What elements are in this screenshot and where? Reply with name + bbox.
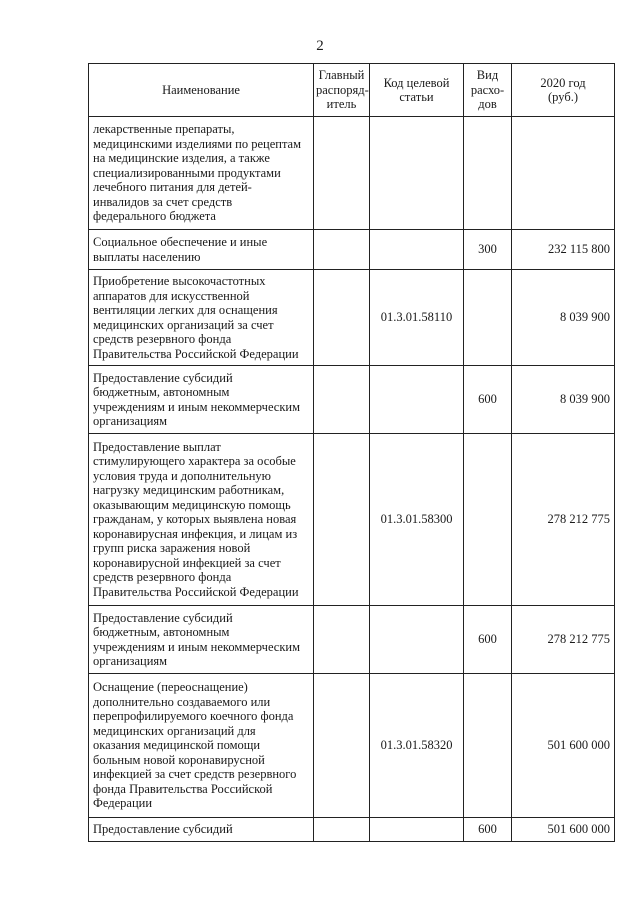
row-code xyxy=(370,818,464,842)
row-manager xyxy=(314,674,370,818)
row-amount: 278 212 775 xyxy=(512,434,615,606)
header-name: Наименование xyxy=(89,64,314,117)
row-amount: 8 039 900 xyxy=(512,270,615,366)
row-manager xyxy=(314,606,370,674)
table-row xyxy=(89,434,615,606)
row-amount: 501 600 000 xyxy=(512,674,615,818)
row-kind: 600 xyxy=(464,818,512,842)
row-name: лекарственные препараты, медицинскими изделиями по рецептам на медицинские изделия, а также специализированными продуктами лечебного питания для детей- инвалидов за счет средств федерального бюджета xyxy=(89,117,314,230)
row-name: Предоставление субсидий бюджетным, автономным учреждениям и иным некоммерческим организациям xyxy=(89,606,314,674)
row-name: Социальное обеспечение и иные выплаты населению xyxy=(89,230,314,270)
row-name: Предоставление выплат стимулирующего характера за особые условия труда и дополнительную нагрузку медицинским работникам, оказывающим медицинскую помощь гражданам, у которых выявлена новая коронавирусная инфекция, и лицам из групп риска заражения новой коронавирусной инфекцией за счет средств резервного фонда Правительства Российской Федерации xyxy=(89,434,314,606)
table-row xyxy=(89,674,615,818)
row-amount: 278 212 775 xyxy=(512,606,615,674)
row-code: 01.3.01.58110 xyxy=(370,270,464,366)
row-code: 01.3.01.58320 xyxy=(370,674,464,818)
row-kind: 300 xyxy=(464,230,512,270)
row-kind xyxy=(464,117,512,230)
page-number: 2 xyxy=(316,38,324,54)
row-name: Оснащение (переоснащение) дополнительно создаваемого или перепрофилируемого коечного фонда медицинских организаций для оказания медицинской помощи больным новой коронавирусной инфекцией за счет средств резервного фонда Правительства Российской Федерации xyxy=(89,674,314,818)
table-row xyxy=(89,117,615,230)
budget-table xyxy=(88,63,615,842)
row-kind xyxy=(464,270,512,366)
row-manager xyxy=(314,230,370,270)
row-code: 01.3.01.58300 xyxy=(370,434,464,606)
header-kind: Вид расхо- дов xyxy=(464,64,512,117)
table-row xyxy=(89,230,615,270)
row-name: Предоставление субсидий бюджетным, автономным учреждениям и иным некоммерческим организациям xyxy=(89,366,314,434)
row-manager xyxy=(314,366,370,434)
row-amount: 8 039 900 xyxy=(512,366,615,434)
row-kind: 600 xyxy=(464,366,512,434)
row-amount xyxy=(512,117,615,230)
row-manager xyxy=(314,434,370,606)
row-kind: 600 xyxy=(464,606,512,674)
row-code xyxy=(370,117,464,230)
row-amount: 232 115 800 xyxy=(512,230,615,270)
row-manager xyxy=(314,270,370,366)
row-kind xyxy=(464,434,512,606)
table-header-row xyxy=(89,64,615,117)
header-amount: 2020 год (руб.) xyxy=(512,64,615,117)
header-code: Код целевой статьи xyxy=(370,64,464,117)
table-row xyxy=(89,270,615,366)
row-code xyxy=(370,366,464,434)
row-kind xyxy=(464,674,512,818)
row-code xyxy=(370,230,464,270)
table-row xyxy=(89,818,615,842)
row-name: Предоставление субсидий xyxy=(89,818,314,842)
row-code xyxy=(370,606,464,674)
row-manager xyxy=(314,818,370,842)
table-row xyxy=(89,606,615,674)
row-manager xyxy=(314,117,370,230)
header-manager: Главный распоряд- итель xyxy=(314,64,370,117)
table-row xyxy=(89,366,615,434)
row-name: Приобретение высокочастотных аппаратов для искусственной вентиляции легких для оснащения медицинских организаций за счет средств резервного фонда Правительства Российской Федерации xyxy=(89,270,314,366)
row-amount: 501 600 000 xyxy=(512,818,615,842)
